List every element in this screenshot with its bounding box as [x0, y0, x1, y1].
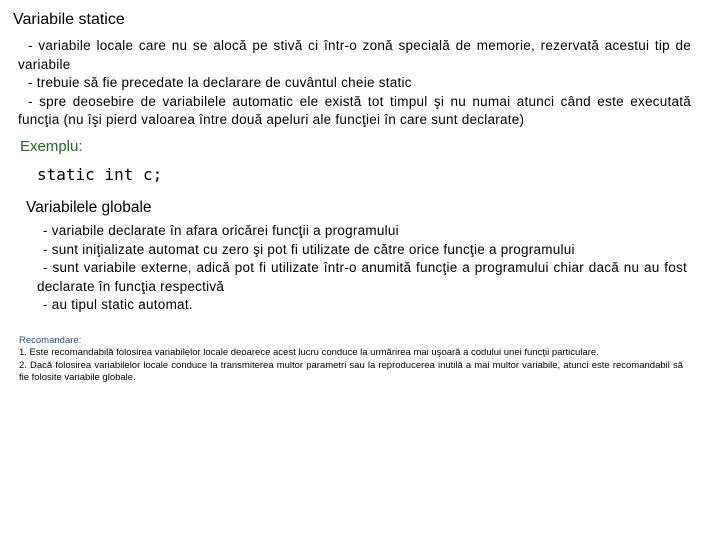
global-bullet-2: - sunt iniţializate automat cu zero şi pot fi utilizate de către orice funcţie a programului: [43, 241, 575, 257]
static-variables-bullets: [18, 37, 691, 130]
global-variables-title: Variabilele globale: [26, 199, 152, 216]
global-variables-bullets: [37, 222, 687, 315]
recommendation-list: [19, 347, 683, 385]
static-bullet-2: - trebuie să fie precedate la declarare de cuvântul cheie static: [28, 75, 412, 90]
static-bullet-3: - spre deosebire de variabilele automatic ele există tot timpul şi nu numai atunci când este executată funcţia (nu îşi pierd valoarea între două apeluri ale funcţiei în care sunt declarate): [18, 93, 691, 127]
global-bullet-1: - variabile declarate în afara oricărei funcţii a programului: [43, 223, 399, 238]
recommendation-item-1: 1. Este recomandabilă folosirea variabilelor locale deoarece acest lucru conduce la urmărirea mai uşoară a codului unei funcţii particulare.: [19, 347, 599, 358]
recommendation-item-2: 2. Dacă folosirea variabilelor locale conduce la transmiterea multor parametri sau la reproducerea inutilă a mai multor variabile, atunci este recomandabil să fie folosite variabile globale.: [19, 359, 683, 383]
static-bullet-1: - variabile locale care nu se alocă pe stivă ci într-o zonă specială de memorie, rezervată acestui tip de variabile: [18, 38, 691, 72]
global-bullet-4: - au tipul static automat.: [43, 297, 193, 312]
recommendation-title: Recomandare:: [19, 335, 82, 346]
example-code: static int c;: [37, 165, 163, 184]
global-bullet-3: - sunt variabile externe, adică pot fi utilizate într-o anumită funcţie a programului chiar dacă nu au fost declarate în funcţia respectivă: [37, 260, 687, 294]
example-label: Exemplu:: [20, 138, 83, 155]
static-variables-title: Variabile statice: [13, 11, 125, 28]
